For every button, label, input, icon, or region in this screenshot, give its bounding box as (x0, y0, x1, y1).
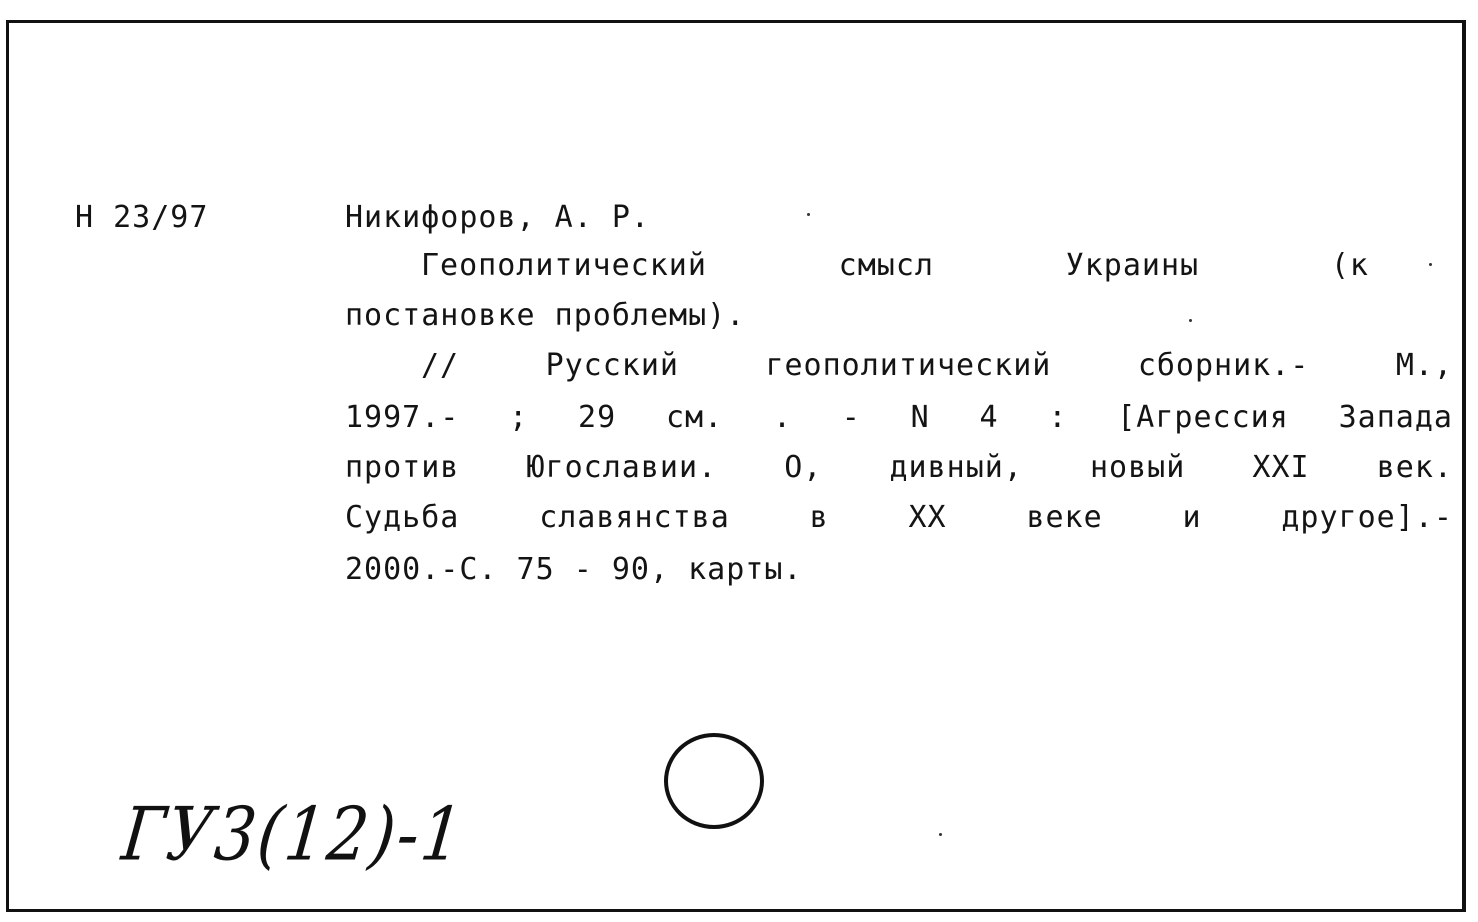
title-line-2: постановке проблемы). (345, 298, 746, 333)
card-punch-hole (664, 733, 764, 829)
publication-line (345, 400, 1453, 435)
contents-word: другое].- (1281, 500, 1453, 535)
scan-speck (1189, 319, 1192, 322)
source-word: // (421, 348, 460, 383)
source-word: М., (1395, 348, 1453, 383)
scan-speck (807, 213, 810, 216)
contents-word: новый (1090, 450, 1186, 485)
pub-word: ; (509, 400, 529, 435)
contents-line-1 (345, 450, 1453, 485)
contents-word: дивный, (889, 450, 1023, 485)
contents-word: век. (1376, 450, 1453, 485)
pub-word: - (841, 400, 861, 435)
pub-word: 29 (578, 400, 617, 435)
catalog-card (6, 20, 1466, 912)
title-word: (к (1330, 248, 1369, 283)
contents-word: в (809, 500, 829, 535)
handwritten-classification: ГУ3(12)-1 (118, 793, 469, 879)
contents-word: XXI (1252, 450, 1310, 485)
scan-speck (1429, 263, 1432, 266)
scan-speck (939, 833, 942, 836)
contents-word: против (345, 450, 460, 485)
source-word: геополитический (765, 348, 1052, 383)
pub-word: 1997.- (345, 400, 460, 435)
title-line-1 (421, 248, 1369, 283)
contents-word: Судьба (345, 500, 460, 535)
contents-word: XX (908, 500, 947, 535)
pub-word: . (772, 400, 792, 435)
call-number: Н 23/97 (75, 200, 209, 235)
pub-word: [Агрессия (1117, 400, 1289, 435)
source-word: Русский (545, 348, 679, 383)
pub-word: 4 (979, 400, 999, 435)
contents-word: славянства (539, 500, 730, 535)
contents-word: веке (1026, 500, 1103, 535)
contents-word: Югославии. (526, 450, 718, 485)
contents-line-2 (345, 500, 1453, 535)
pub-word: см. (665, 400, 724, 435)
source-word: сборник.- (1137, 348, 1310, 383)
title-word: Геополитический (421, 248, 707, 283)
pub-word: Запада (1338, 400, 1453, 435)
contents-word: О, (784, 450, 823, 485)
pub-word: : (1048, 400, 1068, 435)
author-line: Никифоров, А. Р. (345, 200, 650, 235)
title-word: смысл (838, 248, 934, 283)
pub-word: N (910, 400, 930, 435)
title-word: Украины (1065, 248, 1200, 283)
source-line (421, 348, 1453, 383)
pages-line: 2000.-С. 75 - 90, карты. (345, 552, 803, 587)
contents-word: и (1182, 500, 1202, 535)
